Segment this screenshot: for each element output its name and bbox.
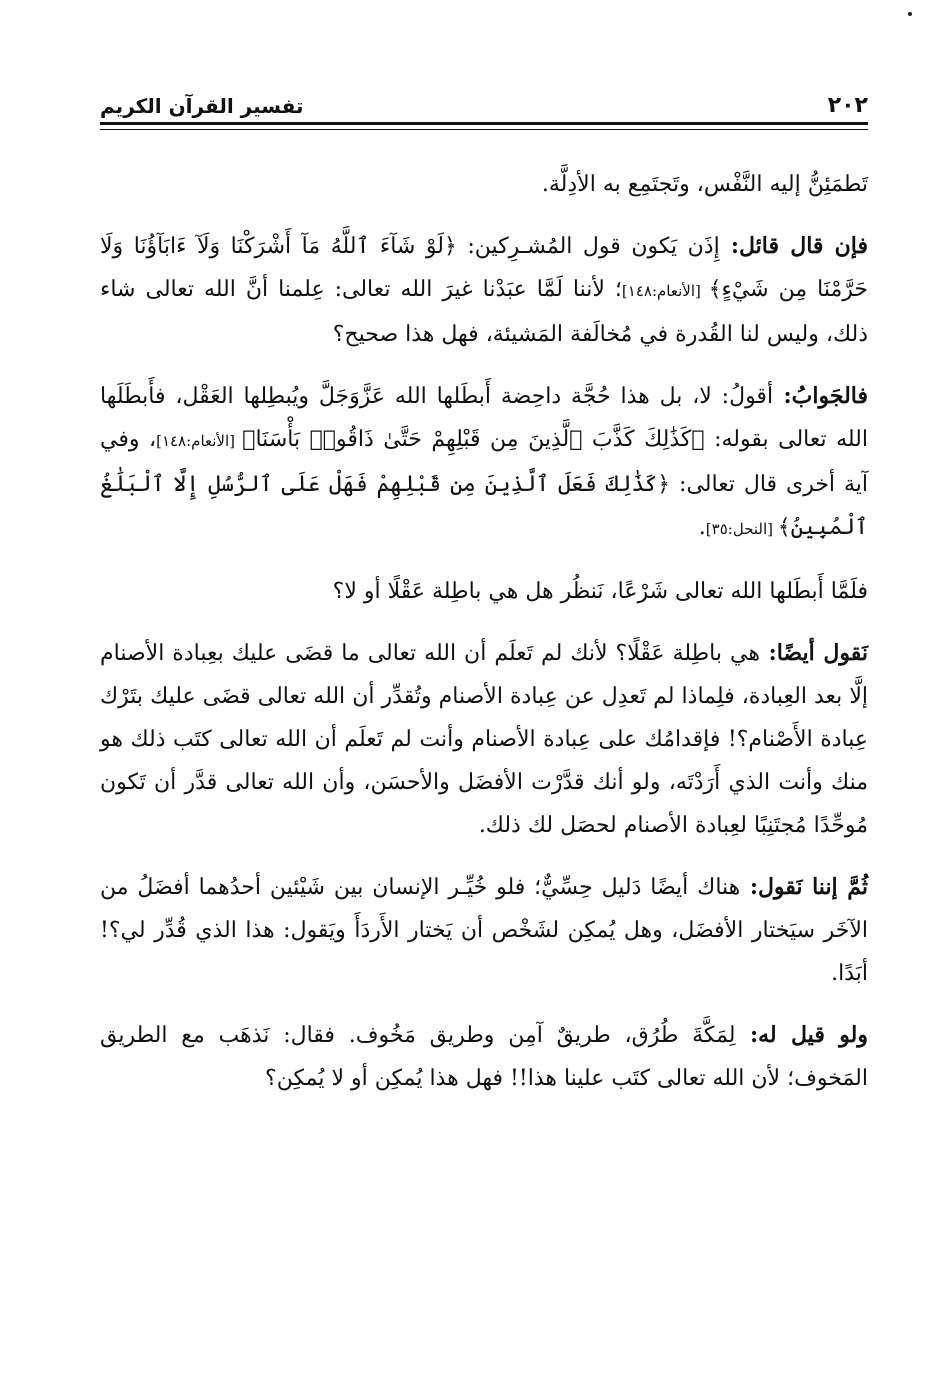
page-header [100,80,868,125]
lead-phrase: نَقول أيضًا: [759,640,868,666]
verse-reference: [النحل:٣٥] [705,520,778,538]
lead-phrase: فإن قال قائل: [719,233,868,259]
paragraph-text: ؛ لأننا لَمَّا عبَدْنا غيرَ الله تعالى: عِلمنا أنَّ الله تعالى شاء ذلك، وليس لنا القُدرة في مُخالَفة المَشيئة، فهل هذا صحيح؟ [100,277,868,347]
verse-reference: [الأنعام:١٤٨] [621,282,709,300]
paragraph [100,866,868,995]
paragraph-text: هناك أيضًا دَليل حِسِّيٌّ؛ فلو خُيِّـر الإنسان بين شَيْئين أحدُهما أفضَلُ من الآخَر سيَختار الأفضَل، وهل يُمكِن لشَخْص أن يَختار الأَردَأَ ويَقول: هذا الذي قُدِّر لي؟! أبَدًا. [100,875,868,986]
paragraph [100,570,868,613]
paragraph [100,1014,868,1100]
book-page [100,80,868,1119]
quran-verse: ﴿كَذَٰلِكَ فَعَلَ ٱلَّذِينَ مِن قَبْلِهِمْ فَهَلْ عَلَى ٱلرُّسُلِ إِلَّا ٱلْبَلَٰغُ ٱلْمُبِينُ﴾ [100,472,868,540]
paragraph-text: تَطمَئِنُّ إليه النَّفْس، وتَجتَمِع به الأدِلَّة. [541,172,868,197]
lead-phrase: ثُمَّ إننا نَقول: [740,874,868,900]
lead-phrase: فالجَوابُ: [773,383,868,409]
paragraph-text: ، وفي آية أخرى قال تعالى: [100,427,868,497]
paragraph-text: إِذَن يَكون قول المُشـرِكين: [456,234,720,259]
verse-reference: [الأنعام:١٤٨] [156,432,243,450]
page-body [100,163,868,1100]
page-number: ٢٠٢ [827,93,868,118]
paragraph-text: أقولُ: لا، بل هذا حُجَّة داحِضة أَبطَلها الله عَزَّوَجَلَّ ويُبطِلها العَقْل، فأَبطَلَها الله تعالى بقوله: [100,384,868,452]
paragraph [100,632,868,847]
paragraph-text: لِمَكَّةَ طُرُق، طريقٌ آمِن وطريق مَخُوف. فقال: نَذهَب مع الطريق المَخوف؛ لأن الله تعالى كتَب علينا هذا!! فهل هذا يُمكِن أو لا يُمكِن؟ [100,1023,868,1091]
running-title: تفسير القرآن الكريم [100,94,304,118]
paragraph-text: فلَمَّا أَبطَلها الله تعالى شَرْعًا، نَنظُر هل هي باطِلة عَقْلًا أو لا؟ [332,579,868,604]
paragraph [100,163,868,206]
page-corner-mark [908,12,912,16]
paragraph-text: . [698,515,706,540]
paragraph [100,225,868,356]
quran-verse: ﴿لَوْ شَآءَ ٱللَّهُ مَآ أَشْرَكْنَا وَلَآ ءَابَآؤُنَا وَلَا حَرَّمْنَا مِن شَيْءٍ﴾ [100,234,869,302]
quran-verse: ﴿كَذَٰلِكَ كَذَّبَ ٱلَّذِينَ مِن قَبْلِهِمْ حَتَّىٰ ذَاقُوا۟ بَأْسَنَا﴾ [242,427,705,452]
lead-phrase: ولو قيل له: [735,1022,868,1048]
paragraph [100,375,868,551]
paragraph-text: هي باطِلة عَقْلًا؟ لأنك لم تَعلَم أن الله تعالى ما قضَى عليك بعِبادة الأصنام إلَّا بعد العِبادة، فلِماذا لم تَعدِل عن عِبادة الأصنام وتُقدِّر أن الله تعالى قضَى عليك بتَرْك عِبادة الأَصْنام؟! فإقدامُك على عِبادة الأصنام وأنت لم تَعلَم أن الله تعالى كتَب ذلك هو منك وأنت الذي أَرَدْتَه، ولو أنك قدَّرْت الأفضَل والأحسَن، وأن الله تعالى قدَّر أن تَكون مُوحِّدًا مُجتَنِبًا لعِبادة الأصنام لحصَل لك ذلك. [100,641,868,838]
